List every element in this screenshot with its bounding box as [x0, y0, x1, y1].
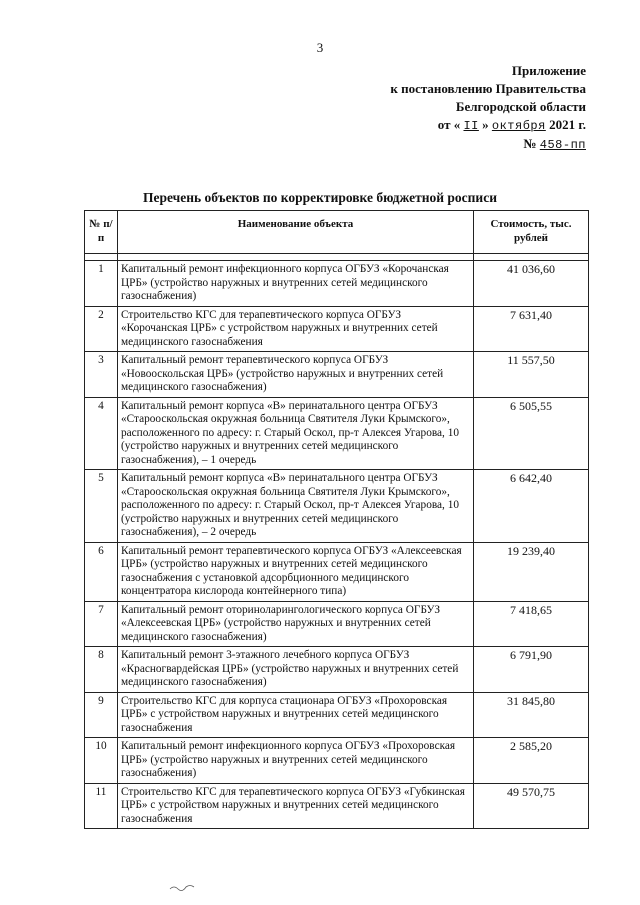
object-cost: 7 418,65 — [474, 601, 589, 647]
object-name: Строительство КГС для терапевтического корпуса ОГБУЗ «Корочанская ЦРБ» с устройством наружных и внутренних сетей медицинского газоснабжения — [118, 306, 474, 352]
row-number: 2 — [85, 306, 118, 352]
row-number: 3 — [85, 352, 118, 398]
table-row — [85, 306, 589, 352]
object-name: Капитальный ремонт корпуса «В» перинатального центра ОГБУЗ «Старооскольская окружная больница Святителя Луки Крымского», расположенного по адресу: г. Старый Оскол, пр-т Алексея Угарова, 10 (устройство наружных и внутренних сетей медицинского газоснабжения), – 2 очередь — [118, 470, 474, 543]
date-prefix: от « — [437, 117, 461, 132]
row-number: 8 — [85, 647, 118, 693]
row-number: 10 — [85, 738, 118, 784]
appendix-title: Приложение — [511, 63, 586, 78]
appendix-date — [326, 116, 586, 135]
table-row — [85, 601, 589, 647]
object-name: Капитальный ремонт терапевтического корпуса ОГБУЗ «Алексеевская ЦРБ» (устройство наружных и внутренних сетей медицинского газоснабжения с установкой адсорбционного медицинского концентратора кислорода контейнерного типа) — [118, 542, 474, 601]
object-name: Капитальный ремонт оториноларингологического корпуса ОГБУЗ «Алексеевская ЦРБ» (устройство наружных и внутренних сетей медицинского газоснабжения) — [118, 601, 474, 647]
object-name: Строительство КГС для корпуса стационара ОГБУЗ «Прохоровская ЦРБ» с устройством наружных и внутренних сетей медицинского газоснабжения — [118, 692, 474, 738]
header-name: Наименование объекта — [118, 211, 474, 254]
table-row — [85, 647, 589, 693]
table-row — [85, 397, 589, 470]
object-cost: 19 239,40 — [474, 542, 589, 601]
appendix-number — [326, 135, 586, 154]
date-day: II — [463, 119, 479, 133]
table-row — [85, 470, 589, 543]
row-number: 9 — [85, 692, 118, 738]
number-value: 458-пп — [539, 138, 586, 152]
object-name: Капитальный ремонт терапевтического корпуса ОГБУЗ «Новооскольская ЦРБ» (устройство наружных и внутренних сетей медицинского газоснабжения) — [118, 352, 474, 398]
object-cost: 6 791,90 — [474, 647, 589, 693]
appendix-header — [326, 62, 586, 154]
object-name: Строительство КГС для терапевтического корпуса ОГБУЗ «Губкинская ЦРБ» с устройством наружных и внутренних сетей медицинского газоснабжения — [118, 783, 474, 829]
appendix-resolution: к постановлению Правительства — [390, 81, 586, 96]
row-number: 11 — [85, 783, 118, 829]
row-number: 4 — [85, 397, 118, 470]
appendix-region: Белгородской области — [455, 99, 586, 114]
object-name: Капитальный ремонт инфекционного корпуса ОГБУЗ «Корочанская ЦРБ» (устройство наружных и внутренних сетей медицинского газоснабжения) — [118, 261, 474, 307]
object-cost: 49 570,75 — [474, 783, 589, 829]
objects-table — [84, 210, 589, 829]
object-cost: 7 631,40 — [474, 306, 589, 352]
row-number: 5 — [85, 470, 118, 543]
object-cost: 6 642,40 — [474, 470, 589, 543]
row-number: 6 — [85, 542, 118, 601]
header-cost: Стоимость, тыс. рублей — [474, 211, 589, 254]
object-name: Капитальный ремонт корпуса «В» перинатального центра ОГБУЗ «Старооскольская окружная больница Святителя Луки Крымского», расположенного по адресу: г. Старый Оскол, пр-т Алексея Угарова, 10 (устройство наружных и внутренних сетей медицинского газоснабжения), – 1 очередь — [118, 397, 474, 470]
table-row — [85, 692, 589, 738]
table-row — [85, 261, 589, 307]
date-mid: » — [482, 117, 489, 132]
pen-marks — [168, 880, 198, 897]
table-row — [85, 352, 589, 398]
object-cost: 2 585,20 — [474, 738, 589, 784]
object-cost: 41 036,60 — [474, 261, 589, 307]
date-month: октября — [491, 119, 546, 133]
table-header-row — [85, 211, 589, 254]
table-row — [85, 542, 589, 601]
table-row — [85, 738, 589, 784]
object-name: Капитальный ремонт инфекционного корпуса ОГБУЗ «Прохоровская ЦРБ» (устройство наружных и внутренних сетей медицинского газоснабжения) — [118, 738, 474, 784]
page-number: 3 — [316, 40, 324, 55]
header-num: № п/п — [85, 211, 118, 254]
object-cost: 31 845,80 — [474, 692, 589, 738]
object-name: Капитальный ремонт 3-этажного лечебного корпуса ОГБУЗ «Красногвардейская ЦРБ» (устройство наружных и внутренних сетей медицинского газоснабжения) — [118, 647, 474, 693]
table-row — [85, 783, 589, 829]
date-year: 2021 г. — [549, 117, 586, 132]
row-number: 1 — [85, 261, 118, 307]
number-prefix: № — [523, 136, 537, 151]
object-cost: 11 557,50 — [474, 352, 589, 398]
table-spacer-row — [85, 254, 589, 261]
row-number: 7 — [85, 601, 118, 647]
table-body — [85, 254, 589, 829]
object-cost: 6 505,55 — [474, 397, 589, 470]
pen-marks-icon — [168, 880, 198, 894]
document-title: Перечень объектов по корректировке бюджетной росписи — [143, 190, 497, 205]
